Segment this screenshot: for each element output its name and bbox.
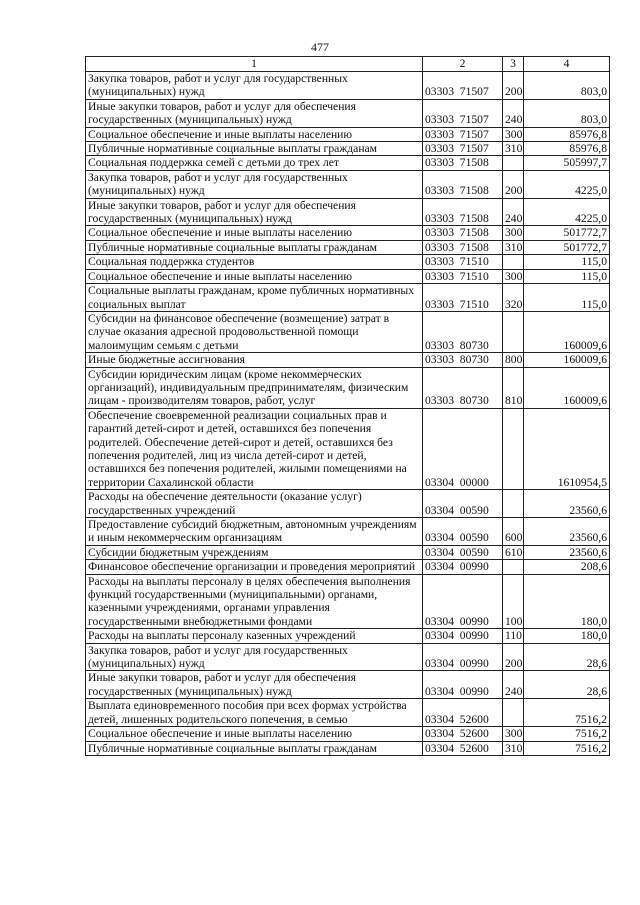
row-code-cell: 03303 71507	[423, 99, 503, 127]
row-expense-type-cell	[503, 156, 524, 170]
row-code-cell: 03304 52600	[423, 741, 503, 755]
row-amount-cell: 180,0	[524, 574, 610, 629]
row-name-cell: Иные закупки товаров, работ и услуг для обеспечения государственных (муниципальных) нужд	[86, 198, 423, 226]
row-name-cell: Субсидии бюджетным учреждениям	[86, 545, 423, 559]
row-name-cell: Публичные нормативные социальные выплаты гражданам	[86, 142, 423, 156]
table-row	[86, 671, 610, 699]
row-code-cell: 03303 71510	[423, 255, 503, 269]
row-code-cell: 03303 71507	[423, 72, 503, 100]
row-amount-cell: 501772,7	[524, 240, 610, 254]
row-name-cell: Социальная поддержка семей с детьми до трех лет	[86, 156, 423, 170]
row-expense-type-cell: 610	[503, 545, 524, 559]
row-expense-type-cell: 100	[503, 574, 524, 629]
table-row	[86, 367, 610, 408]
row-expense-type-cell: 200	[503, 170, 524, 198]
row-name-cell: Закупка товаров, работ и услуг для государственных (муниципальных) нужд	[86, 72, 423, 100]
row-expense-type-cell: 110	[503, 629, 524, 643]
row-name-cell: Иные закупки товаров, работ и услуг для обеспечения государственных (муниципальных) нужд	[86, 671, 423, 699]
row-code-cell: 03303 80730	[423, 353, 503, 367]
row-expense-type-cell	[503, 408, 524, 489]
row-amount-cell: 803,0	[524, 99, 610, 127]
row-code-cell: 03304 00990	[423, 560, 503, 574]
row-code-cell: 03304 00990	[423, 643, 503, 671]
row-code-cell: 03304 00000	[423, 408, 503, 489]
row-amount-cell: 7516,2	[524, 699, 610, 727]
table-row	[86, 741, 610, 755]
table-row	[86, 284, 610, 312]
row-amount-cell: 23560,6	[524, 490, 610, 518]
row-name-cell: Публичные нормативные социальные выплаты гражданам	[86, 240, 423, 254]
row-amount-cell: 4225,0	[524, 198, 610, 226]
column-header-2: 2	[423, 57, 503, 72]
row-expense-type-cell: 240	[503, 671, 524, 699]
row-code-cell: 03303 71510	[423, 284, 503, 312]
table-row	[86, 255, 610, 269]
table-row	[86, 545, 610, 559]
budget-table	[85, 56, 610, 756]
row-code-cell: 03304 00590	[423, 518, 503, 546]
row-code-cell: 03303 71507	[423, 127, 503, 141]
row-expense-type-cell: 310	[503, 240, 524, 254]
row-name-cell: Иные закупки товаров, работ и услуг для обеспечения государственных (муниципальных) нужд	[86, 99, 423, 127]
table-row	[86, 198, 610, 226]
row-code-cell: 03303 71510	[423, 269, 503, 283]
table-row	[86, 490, 610, 518]
row-name-cell: Финансовое обеспечение организации и проведения мероприятий	[86, 560, 423, 574]
row-amount-cell: 115,0	[524, 255, 610, 269]
table-row	[86, 574, 610, 629]
table-row	[86, 170, 610, 198]
row-name-cell: Субсидии юридическим лицам (кроме некоммерческих организаций), индивидуальным предпринимателям, физическим лицам - производителям товаров, работ, услуг	[86, 367, 423, 408]
row-amount-cell: 1610954,5	[524, 408, 610, 489]
row-name-cell: Социальное обеспечение и иные выплаты населению	[86, 127, 423, 141]
table-row	[86, 269, 610, 283]
row-expense-type-cell	[503, 699, 524, 727]
table-row	[86, 643, 610, 671]
row-code-cell: 03303 71508	[423, 170, 503, 198]
row-name-cell: Обеспечение своевременной реализации социальных прав и гарантий детей-сирот и детей, оставшихся без попечения родителей. Обеспечение детей-сирот и детей, оставшихся без попечения родителей, лиц из числа детей-сирот и детей, оставшихся без попечения родителей, жилыми помещениями на территории Сахалинской области	[86, 408, 423, 489]
row-expense-type-cell: 300	[503, 727, 524, 741]
row-name-cell: Социальное обеспечение и иные выплаты населению	[86, 226, 423, 240]
row-amount-cell: 160009,6	[524, 353, 610, 367]
row-code-cell: 03304 00990	[423, 574, 503, 629]
row-expense-type-cell: 810	[503, 367, 524, 408]
row-expense-type-cell	[503, 490, 524, 518]
row-name-cell: Выплата единовременного пособия при всех формах устройства детей, лишенных родительского попечения, в семью	[86, 699, 423, 727]
row-code-cell: 03303 80730	[423, 367, 503, 408]
table-body	[86, 72, 610, 756]
table-row	[86, 629, 610, 643]
row-expense-type-cell: 300	[503, 226, 524, 240]
column-header-1: 1	[86, 57, 423, 72]
row-amount-cell: 28,6	[524, 643, 610, 671]
row-code-cell: 03303 71508	[423, 240, 503, 254]
row-expense-type-cell: 200	[503, 643, 524, 671]
row-name-cell: Расходы на выплаты персоналу казенных учреждений	[86, 629, 423, 643]
row-code-cell: 03303 71507	[423, 142, 503, 156]
row-code-cell: 03304 00990	[423, 629, 503, 643]
row-amount-cell: 208,6	[524, 560, 610, 574]
row-amount-cell: 803,0	[524, 72, 610, 100]
table-header-row	[86, 57, 610, 72]
row-expense-type-cell: 320	[503, 284, 524, 312]
row-name-cell: Социальная поддержка студентов	[86, 255, 423, 269]
row-name-cell: Иные бюджетные ассигнования	[86, 353, 423, 367]
row-expense-type-cell	[503, 560, 524, 574]
table-row	[86, 226, 610, 240]
row-expense-type-cell: 240	[503, 198, 524, 226]
row-name-cell: Расходы на выплаты персоналу в целях обеспечения выполнения функций государственными (муниципальными) органами, казенными учреждениями, органами управления государственными внебюджетными фондами	[86, 574, 423, 629]
row-code-cell: 03304 52600	[423, 699, 503, 727]
row-amount-cell: 23560,6	[524, 545, 610, 559]
table-row	[86, 127, 610, 141]
row-expense-type-cell: 310	[503, 142, 524, 156]
row-code-cell: 03303 71508	[423, 226, 503, 240]
row-amount-cell: 85976,8	[524, 142, 610, 156]
row-name-cell: Расходы на обеспечение деятельности (оказание услуг) государственных учреждений	[86, 490, 423, 518]
row-expense-type-cell: 600	[503, 518, 524, 546]
row-amount-cell: 85976,8	[524, 127, 610, 141]
page-number: 477	[311, 40, 329, 54]
row-name-cell: Социальное обеспечение и иные выплаты населению	[86, 269, 423, 283]
row-expense-type-cell: 300	[503, 127, 524, 141]
table-row	[86, 311, 610, 352]
row-name-cell: Закупка товаров, работ и услуг для государственных (муниципальных) нужд	[86, 170, 423, 198]
row-code-cell: 03304 00590	[423, 545, 503, 559]
row-name-cell: Социальные выплаты гражданам, кроме публичных нормативных социальных выплат	[86, 284, 423, 312]
row-amount-cell: 180,0	[524, 629, 610, 643]
table-row	[86, 727, 610, 741]
row-name-cell: Публичные нормативные социальные выплаты гражданам	[86, 741, 423, 755]
row-amount-cell: 115,0	[524, 284, 610, 312]
table-row	[86, 99, 610, 127]
row-amount-cell: 7516,2	[524, 741, 610, 755]
row-amount-cell: 115,0	[524, 269, 610, 283]
table-row	[86, 408, 610, 489]
row-code-cell: 03304 52600	[423, 727, 503, 741]
row-code-cell: 03304 00590	[423, 490, 503, 518]
row-expense-type-cell	[503, 255, 524, 269]
row-amount-cell: 7516,2	[524, 727, 610, 741]
row-expense-type-cell	[503, 311, 524, 352]
row-expense-type-cell: 300	[503, 269, 524, 283]
row-name-cell: Закупка товаров, работ и услуг для государственных (муниципальных) нужд	[86, 643, 423, 671]
row-name-cell: Субсидии на финансовое обеспечение (возмещение) затрат в случае оказания адресной продовольственной помощи малоимущим семьям с детьми	[86, 311, 423, 352]
row-name-cell: Предоставление субсидий бюджетным, автономным учреждениям и иным некоммерческим организациям	[86, 518, 423, 546]
row-amount-cell: 160009,6	[524, 311, 610, 352]
table-row	[86, 699, 610, 727]
row-expense-type-cell: 200	[503, 72, 524, 100]
row-code-cell: 03303 71508	[423, 198, 503, 226]
row-name-cell: Социальное обеспечение и иные выплаты населению	[86, 727, 423, 741]
table-row	[86, 240, 610, 254]
column-header-3: 3	[503, 57, 524, 72]
table-row	[86, 142, 610, 156]
row-amount-cell: 4225,0	[524, 170, 610, 198]
row-amount-cell: 23560,6	[524, 518, 610, 546]
row-amount-cell: 505997,7	[524, 156, 610, 170]
table-row	[86, 72, 610, 100]
row-expense-type-cell: 310	[503, 741, 524, 755]
table-row	[86, 156, 610, 170]
row-amount-cell: 28,6	[524, 671, 610, 699]
column-header-4: 4	[524, 57, 610, 72]
row-code-cell: 03304 00990	[423, 671, 503, 699]
row-amount-cell: 501772,7	[524, 226, 610, 240]
row-expense-type-cell: 240	[503, 99, 524, 127]
table-row	[86, 560, 610, 574]
row-expense-type-cell: 800	[503, 353, 524, 367]
table-row	[86, 518, 610, 546]
row-amount-cell: 160009,6	[524, 367, 610, 408]
row-code-cell: 03303 80730	[423, 311, 503, 352]
row-code-cell: 03303 71508	[423, 156, 503, 170]
table-row	[86, 353, 610, 367]
